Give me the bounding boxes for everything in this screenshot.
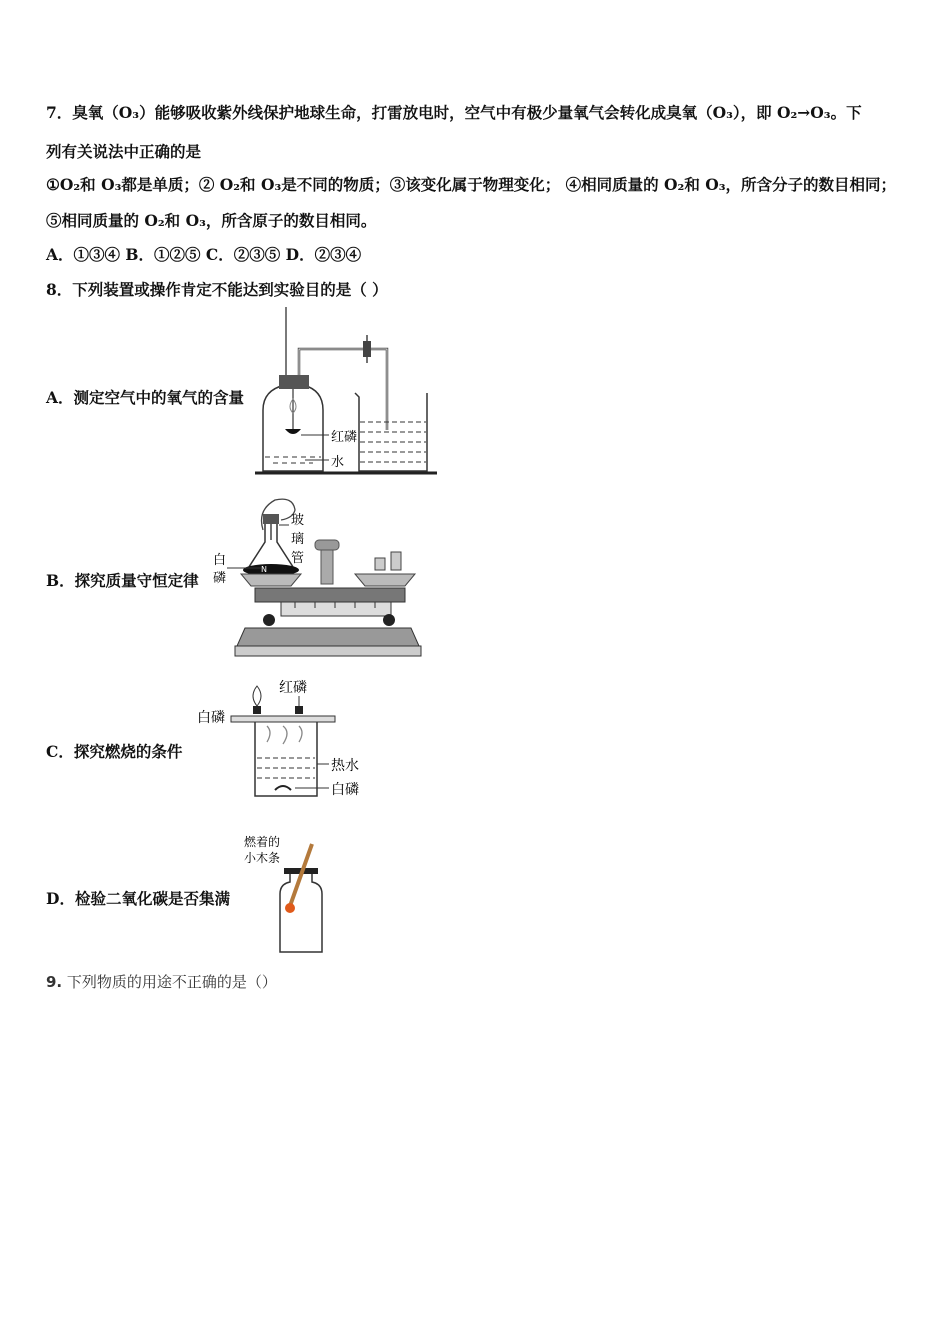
label-white-phosphorus-top: 白磷 (197, 710, 225, 726)
q7-line-4: ⑤相同质量的 O₂和 O₃，所含原子的数目相同。 (46, 211, 377, 230)
q9-stem (46, 971, 277, 992)
figure-combustion-conditions (195, 672, 375, 802)
q8-option-a-label: A．测定空气中的氧气的含量 (46, 388, 245, 407)
q7-line-1: 7．臭氧（O₃）能够吸收紫外线保护地球生命，打雷放电时，空气中有极少量氧气会转化成臭氧（O₃），即 O₂→O₃。下 (46, 103, 862, 122)
q7-line-2: 列有关说法中正确的是 (46, 142, 202, 161)
label-hot-water: 热水 (331, 758, 359, 774)
label-glass-tube-3: 管 (291, 551, 305, 566)
label-red-phosphorus-c: 红磷 (279, 680, 307, 696)
label-glass-tube-2: 璃 (291, 532, 305, 547)
label-white-phosphorus-bottom: 白磷 (331, 782, 359, 798)
figure-balance-apparatus (205, 490, 425, 662)
q8-option-b-label: B．探究质量守恒定律 (46, 571, 199, 590)
label-red-phosphorus-a: 红磷 (331, 430, 358, 445)
svg-text:N: N (261, 565, 267, 574)
q9-text: 下列物质的用途不正确的是（） (66, 973, 277, 991)
q7-options: A．①③④ B．①②⑤ C．②③⑤ D．②③④ (46, 245, 362, 264)
q8-stem: 8．下列装置或操作肯定不能达到实验目的是（ ） (46, 280, 388, 299)
figure-oxygen-content-apparatus (255, 305, 445, 480)
label-white-phosphorus-b-2: 磷 (213, 571, 227, 586)
q8-option-d-label: D．检验二氧化碳是否集满 (46, 889, 230, 908)
q9-number: 9. (46, 973, 63, 991)
q8-option-c-label: C．探究燃烧的条件 (46, 742, 183, 761)
label-water-a: 水 (331, 455, 345, 470)
label-burning-stick-2: 小木条 (244, 851, 281, 865)
figure-co2-test (240, 832, 340, 956)
label-burning-stick-1: 燃着的 (244, 835, 281, 849)
label-glass-tube-1: 玻 (291, 513, 305, 528)
label-white-phosphorus-b-1: 白 (213, 553, 227, 568)
q7-line-3: ①O₂和 O₃都是单质；② O₂和 O₃是不同的物质；③该变化属于物理变化； ④相同质量的 O₂和 O₃，所含分子的数目相同； (46, 175, 897, 194)
